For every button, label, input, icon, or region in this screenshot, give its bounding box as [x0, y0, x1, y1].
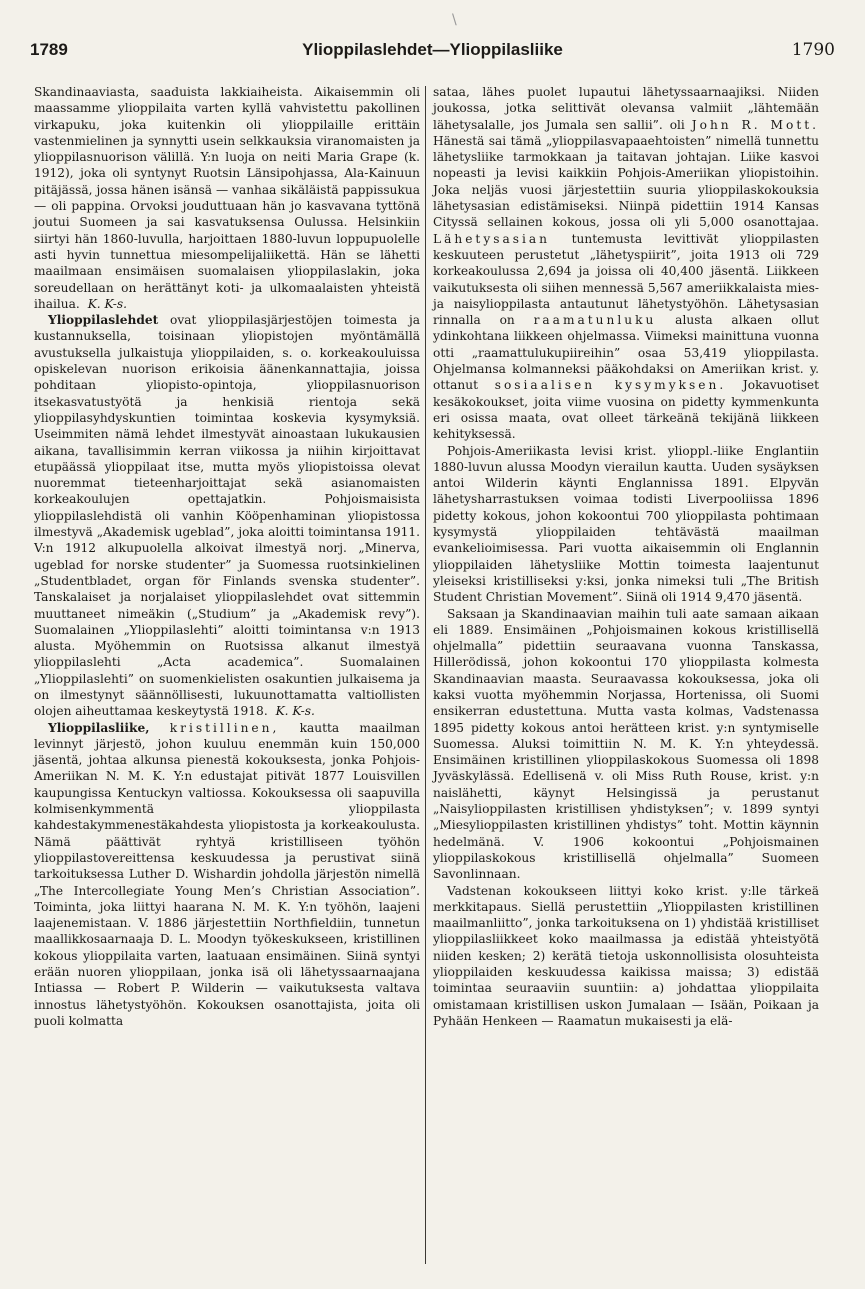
- page-number-right: 1790: [791, 40, 835, 60]
- paragraph: Pohjois-Ameriikasta levisi krist. ylioppl.-liike Englantiin 1880-luvun alussa Moodyn vierailun kautta. Uuden sysäyksen antoi Wilderin käynti Englannissa 1891. Elpyvän lähetysharrastuksen voimaa todisti Liverpooliissa 1896 pidetty kokous, johon kokoontui 700 ylioppilasta pohtimaan kysymystä ylioppilaiden tehtävästä maailman evankelioimisessa. Pari vuotta aikaisemmin oli Englannin ylioppilaiden lähetysliike Mottin toimesta laajentunut yleiseksi kristilliseksi y:ksi, jonka nimeksi tuli „The British Student Christian Movement”. Siinä oli 1914 9,470 jäsentä.: [433, 443, 819, 605]
- entry-ylioppilaslehdet: [34, 312, 420, 719]
- right-column: [433, 84, 819, 1029]
- paragraph: [34, 84, 420, 312]
- spaced-term: sosiaalisen kysymyksen.: [494, 378, 727, 393]
- page-number-left: 1789: [30, 40, 68, 59]
- corner-mark: \: [452, 12, 457, 28]
- entry-headword: Ylioppilasliike,: [48, 720, 150, 735]
- paragraph: Vadstenan kokoukseen liittyi koko krist. y:lle tärkeä merkkitapaus. Siellä perustettiin „Ylioppilasten kristillinen maailmanliitto”, jonka tarkoituksena on 1) yhdistää kristilliset ylioppilasliikkeet koko maailmassa ja edistää yhteistyötä niiden kesken; 2) kerätä tietoja uskonnollisista olosuhteista ylioppilaiden keskuudessa kaikissa maissa; 3) edistää toimintaa seuraaviin suuntiin: a) johdattaa ylioppilaita omistamaan kristillisen uskon Jumalaan — Isään, Poikaan ja Pyhään Henkeen — Raamatun mukaisesti ja elä-: [433, 883, 819, 1028]
- paragraph-text: tuntemusta levittivät ylioppilasten keskuuteen perustetut „lähetyspiirit”, joita 1913 oli 729 korkeakoulussa 2,694 ja joissa oli 40,400 jäsentä. Liikkeen vaikutuksesta oli siihen mennessä 5,567 ameriikkalaista mies- ja naisylioppilasta antautunut lähetystyöhön. Lähetysasian rinnalla on: [433, 231, 819, 328]
- column-divider: [425, 86, 426, 1264]
- author-signature: K. K-s.: [87, 296, 128, 311]
- paragraph: [433, 84, 819, 443]
- entry-headword: Ylioppilaslehdet: [48, 313, 159, 328]
- paragraph-text: sataa, lähes puolet lupautui lähetyssaarnaajiksi. Niiden joukossa, jotka selittivät olevansa valmiit „lähtemään lähetysalalle, jos Jumala sen sallii”. oli: [433, 85, 819, 132]
- entry-ylioppilasliike: [34, 720, 420, 1030]
- paragraph-text: alusta alkaen ollut ydinkohtana liikkeen ohjelmassa. Viimeksi mainittuna vuonna otti „raamattulukupiireihin” osaa 53,419 ylioppilasta. Ohjelmansa kolmanneksi pääkohdaksi on Ameriikan krist. y. ottanut: [433, 313, 820, 393]
- author-signature: K. K-s.: [275, 704, 315, 719]
- paragraph: Saksaan ja Skandinaavian maihin tuli aate samaan aikaan eli 1889. Ensimäinen „Pohjoismainen kokous kristillisellä ohjelmalla” pidettiin seuraavana vuonna Tanskassa, Hillerödissä, johon kokoontui 170 ylioppilasta kolmesta Skandinaavian maasta. Seuraavassa kokouksessa, joka oli kaksi vuotta myöhemmin Norjassa, Hortenissa, oli Suomi ensikerran edustettuna. Mutta vasta kolmas, Vadstenassa 1895 pidetty kokous antoi herätteen krist. y:n syntymiselle Suomessa. Aluksi toimittiin N. M. K. Y:n yhteydessä. Ensimäinen kristillinen ylioppilaskokous Suomessa oli 1898 Jyväskylässä. Edellisenä v. oli Miss Ruth Rouse, krist. y:n naislähetti, käynyt Helsingissä ja perustanut „Naisylioppilasten kristillisen yhdistyksen”; v. 1899 syntyi „Miesylioppilasten kristillinen yhdistys” toht. Mottin käynnin hedelmänä. V. 1906 kokoontui „Pohjoismainen ylioppilaskokous kristillisellä ohjelmalla” Suomeen Savonlinnaan.: [433, 606, 819, 882]
- paragraph-text: Jokavuotiset kesäkokoukset, joita viime vuosina on pidetty kymmenkunta eri osissa maata, ovat olleet tärkeänä tekijänä liikkeen kehityksessä.: [433, 378, 819, 442]
- paragraph-text: kautta maailman levinnyt järjestö, johon kuuluu enemmän kuin 150,000 jäsentä, johtaa alkunsa pienestä kokouksesta, jonka Pohjois-Ameriikan N. M. K. Y:n edustajat pitivät 1877 Louisvillen kaupungissa Kentuckyn valtiossa. Kokouksessa oli saapuvilla kolmisenkymmentä ylioppilasta kahdestakymmenestäkahdesta yliopistosta ja korkeakoulusta. Nämä päättivät ryhtyä kristilliseen työhön ylioppilastovereittensa keskuudessa ja perustivat siinä tarkoituksessa Luther D. Wishardin johdolla järjestön nimellä „The Intercollegiate Young Men’s Christian Association”. Toiminta, joka liittyi haarana N. M. K. Y:n työhön, laajeni laajenemistaan. V. 1886 järjestettiin Northfieldiin, tunnetun maallikkosaarnaaja D. L. Moodyn työkeskukseen, kristillinen kokous ylioppilaita varten, laatuaan ensimäinen. Siinä syntyi erään nuoren ylioppilaan, jonka isä oli lähetyssaarnaajana Intiassa — Robert P. Wilderin — vaikutuksesta valtava innostus lähetystyöhön. Kokouksen osanottajista, joita oli puoli kolmatta: [34, 720, 420, 1028]
- spaced-term: kristillinen,: [169, 720, 280, 735]
- spaced-term: Lähetysasian: [433, 231, 550, 246]
- spaced-term: raamatunluku: [533, 313, 657, 328]
- paragraph-text: Skandinaaviasta, saaduista lakkiaiheista. Aikaisemmin oli maassamme ylioppilaita varten kyllä vahvistettu pakollinen virkapuku, joka kuitenkin oli ylioppilaille erittäin vastenmielinen ja synnytti usein selkkauksia viranomaisten ja ylioppilasnuorison välillä. Y:n luoja on neiti Maria Grape (k. 1912), joka oli syntynyt Ruotsin Länsipohjassa, Ala-Kainuun pitäjässä, jossa hänen isänsä — vanhaa sikäläistä pappissukua — oli pappina. Orvoksi jouduttuaan hän jo kasvavana tyttönä joutui Suomeen ja sai kasvatuksensa Oulussa. Helsinkiin siirtyi hän 1860-luvulla, harjoittaen 1880-luvun loppupuolelle asti hyvin tunnettua miesompelijaliikettä. Hän se lähetti maailmaan ensimäisen suomalaisen ylioppilaslakin, joka soreudellaan on herättänyt koti- ja ulkomaalaisten yhteistä ihailua.: [34, 85, 420, 311]
- spaced-term: John R. Mott.: [691, 117, 819, 132]
- left-column: [34, 84, 420, 1029]
- paragraph-text: Hänestä sai tämä „ylioppilasvapaaehtoisten” nimellä tunnettu lähetysliike tarmokkaan ja taitavan johtajan. Liike kasvoi nopeasti ja levisi kaikkiin Pohjois-Ameriikan yliopistoihin. Joka neljäs vuosi järjestettiin suuria ylioppilaskokouksia lähetysasian edistämiseksi. Niinpä pidettiin 1914 Kansas Cityssä sellainen kokous, jossa oli yli 5,000 osanottajaa.: [433, 133, 819, 230]
- running-title: Ylioppilaslehdet—Ylioppilasliike: [302, 40, 563, 59]
- paragraph-text: ovat ylioppilasjärjestöjen toimesta ja kustannuksella, toisinaan yliopistojen myöntämällä avustuksella julkaistuja ylioppilaiden, s. o. korkeakouluissa opiskelevan nuorison erikoisia äänenkannattajia, joissa pohditaan yliopisto-opintoja, ylioppilasnuorison itsekasvatustyötä ja henkisiä rientoja sekä ylioppilasyhdyskuntien toimintaa koskevia kysymyksiä. Useimmiten nämä lehdet ilmestyvät ainoastaan lukukausien aikana, tavallisimmin kerran viikossa ja niihin kirjoittavat etupäässä ylioppilaat itse, mutta myös yliopistoissa olevat nuoremmat tieteenharjoittajat sekä asianomaisten korkeakoulujen opettajatkin. Pohjoismaisista ylioppilaslehdistä oli vanhin Kööpenhaminan yliopistossa ilmestyvä „Akademisk ugeblad”, joka aloitti toimintansa 1911. V:n 1912 alkupuolella alkoivat ilmestyä norj. „Minerva, ugeblad for norske studenter” ja Suomessa ruotsinkielinen „Studentbladet, organ för Finlands svenska studenter”. Tanskalaiset ja norjalaiset ylioppilaslehdet ovat sittemmin muuttaneet nimeäkin („Studium” ja „Akademisk revy”). Suomalainen „Ylioppilaslehti” aloitti toimintansa v:n 1913 alusta. Myöhemmin on Ruotsissa alkanut ilmestyä ylioppilaslehti „Acta academica”. Suomalainen „Ylioppilaslehti” on suomenkielisten osakuntien julkaisema ja on ilmestynyt säännöllisesti, lukuunottamatta valtiollisten olojen aiheuttamaa keskeytystä 1918.: [34, 313, 420, 719]
- page-header: [30, 40, 835, 66]
